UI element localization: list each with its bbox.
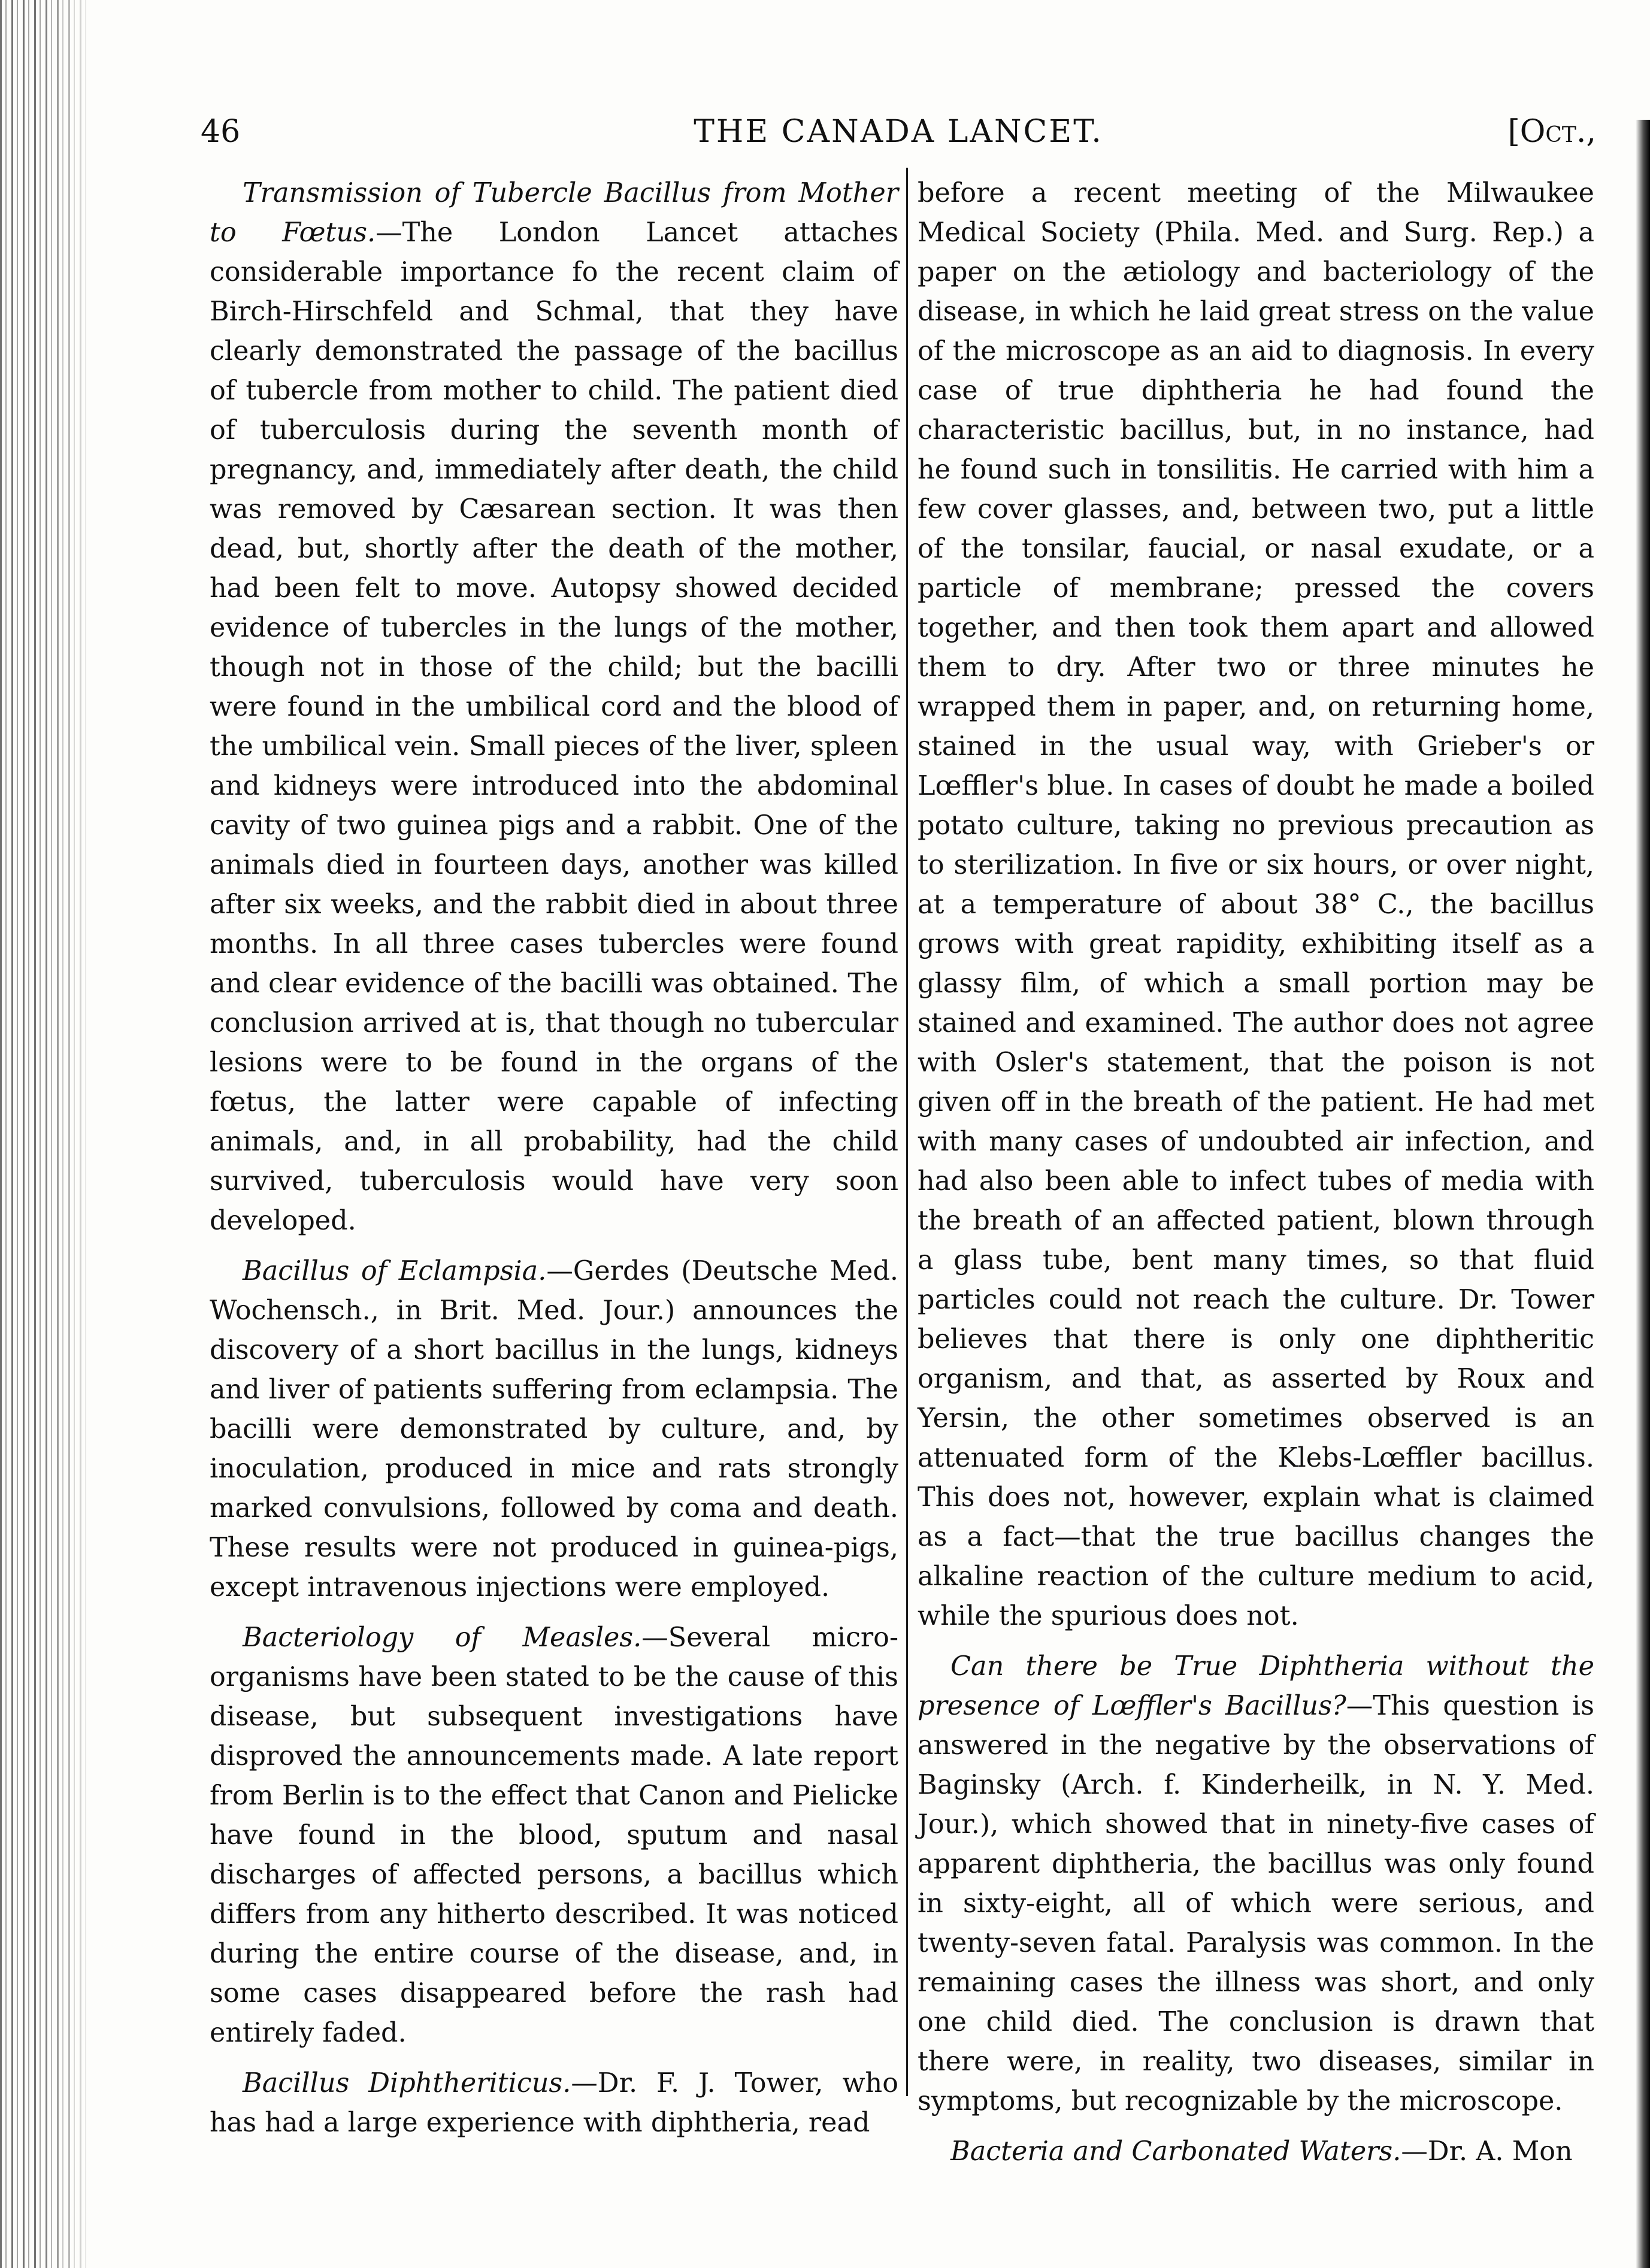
right-column	[918, 174, 1594, 2222]
article-heading: Bacteria and Carbonated Waters.	[950, 2136, 1401, 2167]
article-body: —Dr. A. Mon	[1401, 2136, 1573, 2167]
article-measles	[210, 1618, 898, 2053]
running-header	[201, 108, 1596, 156]
article-tubercle-transmission	[210, 174, 898, 1241]
article-body: —This question is answered in the negative by the observations of Baginsky (Arch. f. Kinderheilk, in N. Y. Med. Jour.), which showed that in ninety-five cases of apparent diphtheria, the bacillus was only found in sixty-eight, all of which were serious, and twenty-seven fatal. Paralysis was common. In the remaining cases the illness was short, and only one child died. The conclusion is drawn that there were, in reality, two diseases, similar in symptoms, but recognizable by the microscope.	[918, 1691, 1594, 2116]
article-body: —Dr. F. J. Tower, who has had a large experience with diphtheria, read	[210, 2068, 898, 2138]
article-true-diphtheria	[918, 1647, 1594, 2121]
article-heading: Bacteriology of Measles.	[243, 1622, 642, 1653]
article-body: —The London Lancet attaches considerable importance fo the recent claim of Birch-Hirschfeld and Schmal, that they have clearly demonstrated the passage of the bacillus of tubercle from mother to child. The patient died of tuberculosis during the seventh month of pregnancy, and, immediately after death, the child was removed by Cæsarean section. It was then dead, but, shortly after the death of the mother, had been felt to move. Autopsy showed decided evidence of tubercles in the lungs of the mother, though not in those of the child; but the bacilli were found in the umbilical cord and the blood of the umbilical vein. Small pieces of the liver, spleen and kidneys were introduced into the abdominal cavity of two guinea pigs and a rabbit. One of the animals died in fourteen days, another was killed after six weeks, and the rabbit died in about three months. In all three cases tubercles were found and clear evidence of the bacilli was obtained. The conclusion arrived at is, that though no tubercular lesions were to be found in the organs of the fœtus, the latter were capable of infecting animals, and, in all probability, had the child survived, tuberculosis would have very soon developed.	[210, 217, 898, 1236]
page-number: 46	[201, 114, 241, 150]
article-body: —Several micro-organisms have been stated to be the cause of this disease, but subsequent investigations have disproved the announcements made. A late report from Berlin is to the effect that Canon and Pielicke have found in the blood, sputum and nasal discharges of affected persons, a bacillus which differs from any hitherto described. It was noticed during the entire course of the disease, and, in some cases disappeared before the rash had entirely faded.	[210, 1622, 898, 2048]
article-carbonated-waters	[918, 2132, 1594, 2172]
column-divider	[906, 168, 908, 2096]
left-column	[210, 174, 898, 2222]
article-heading: Can there be True Diphtheria without the presence of Lœffler's Bacillus?	[918, 1651, 1594, 1721]
article-heading: Transmission of Tubercle Bacillus from Mother to Fœtus.	[210, 178, 898, 248]
article-eclampsia	[210, 1252, 898, 1607]
page-edge-shadow	[1636, 120, 1650, 2268]
article-heading: Bacillus of Eclampsia.	[243, 1256, 547, 1286]
binding-edge	[0, 0, 90, 2268]
article-diphtheriticus-continued	[918, 174, 1594, 1636]
journal-title: THE CANADA LANCET.	[694, 114, 1103, 150]
article-body: —Gerdes (Deutsche Med. Wochensch., in Brit. Med. Jour.) announces the discovery of a short bacillus in the lungs, kidneys and liver of patients suffering from eclampsia. The bacilli were demonstrated by culture, and, by inoculation, produced in mice and rats strongly marked convulsions, followed by coma and death. These results were not produced in guinea-pigs, except intravenous injections were employed.	[210, 1256, 898, 1603]
article-body: before a recent meeting of the Milwaukee Medical Society (Phila. Med. and Surg. Rep.) a paper on the ætiology and bacteriology of the disease, in which he laid great stress on the value of the microscope as an aid to diagnosis. In every case of true diphtheria he had found the characteristic bacillus, but, in no instance, had he found such in tonsilitis. He carried with him a few cover glasses, and, between two, put a little of the tonsilar, faucial, or nasal exudate, or a particle of membrane; pressed the covers together, and then took them apart and allowed them to dry. After two or three minutes he wrapped them in paper, and, on returning home, stained in the usual way, with Grieber's or Lœffler's blue. In cases of doubt he made a boiled potato culture, taking no previous precaution as to sterilization. In five or six hours, or over night, at a temperature of about 38° C., the bacillus grows with great rapidity, exhibiting itself as a glassy film, of which a small portion may be stained and examined. The author does not agree with Osler's statement, that the poison is not given off in the breath of the patient. He had met with many cases of undoubted air infection, and had also been able to infect tubes of media with the breath of an affected patient, blown through a glass tube, bent many times, so that fluid particles could not reach the culture. Dr. Tower believes that there is only one diphtheritic organism, and that, as asserted by Roux and Yersin, the other sometimes observed is an attenuated form of the Klebs-Lœffler bacillus. This does not, however, explain what is claimed as a fact—that the true bacillus changes the alkaline reaction of the culture medium to acid, while the spurious does not.	[918, 178, 1594, 1631]
article-heading: Bacillus Diphtheriticus.	[243, 2068, 571, 2099]
issue-month: [Oct.,	[1507, 114, 1596, 150]
article-diphtheriticus	[210, 2064, 898, 2143]
